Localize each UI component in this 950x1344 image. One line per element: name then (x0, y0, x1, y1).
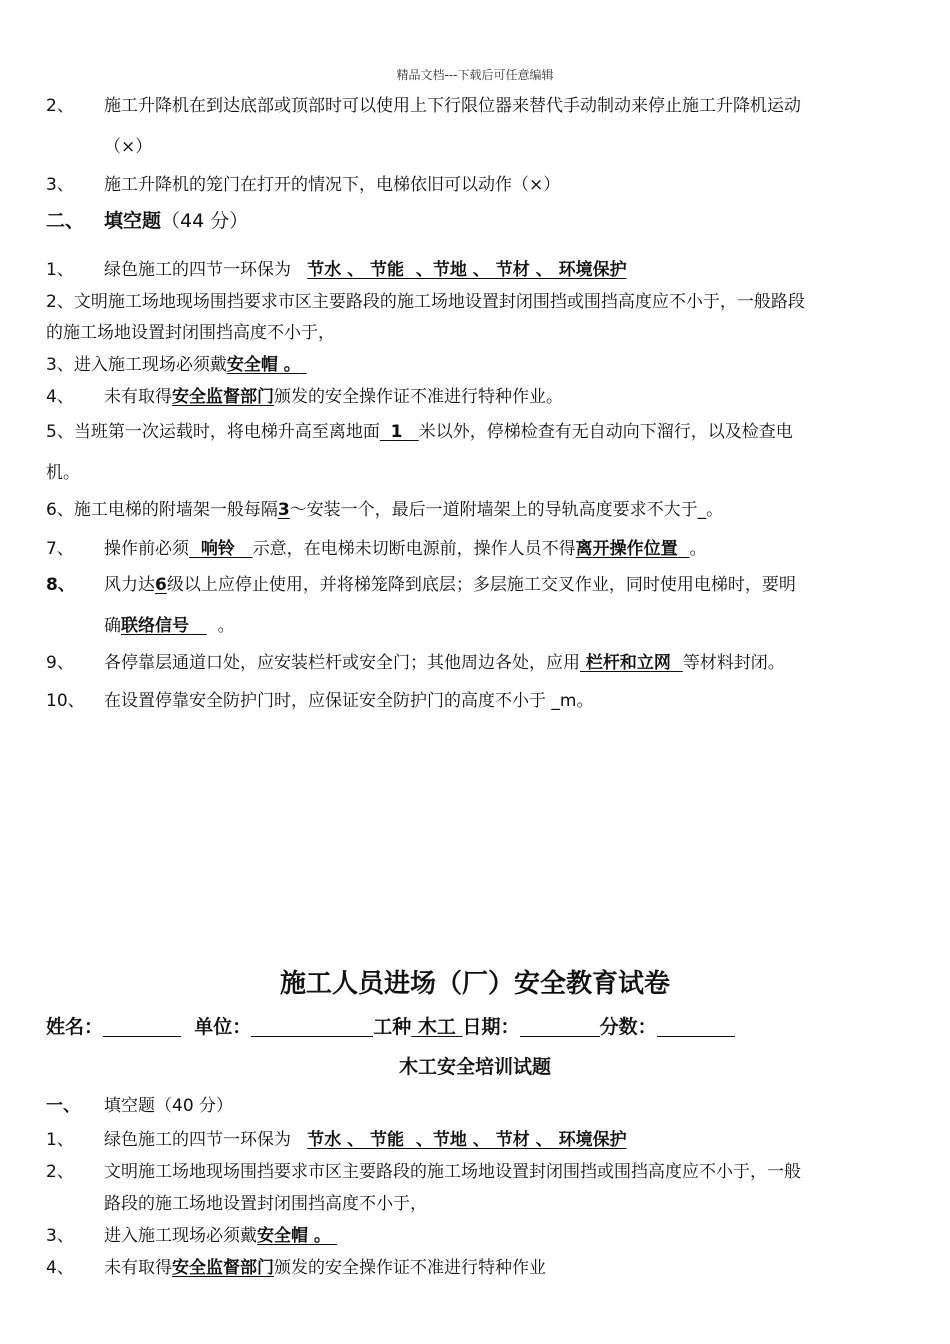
unit-blank (251, 1016, 373, 1037)
date-label: 日期： (462, 1016, 520, 1038)
question-number: 3、 (46, 1226, 74, 1246)
answer-1: 6 (155, 575, 167, 595)
answer-1: 响铃 (200, 539, 235, 559)
question-text: 绿色施工的四节一环保为 (104, 260, 291, 280)
question-body: 操作前必须 响铃 示意，在电梯未切断电源前，操作人员不得离开操作位置 。 (104, 539, 707, 559)
question-number: 2、 (46, 96, 74, 116)
question-number: 1、 (46, 260, 74, 280)
question-number: 8、 (46, 575, 75, 595)
exam-subtitle: 木工安全培训试题 (398, 1056, 551, 1078)
name-blank (103, 1016, 181, 1037)
page-header: 精品文档---下载后可任意编辑 (396, 68, 554, 82)
answer: 安全监督部门 (172, 387, 274, 407)
question-body: 各停靠层通道口处，应安装栏杆或安全门；其他周边各处，应用 栏杆和立网 等材料封闭。 (104, 653, 785, 673)
question-body: 进入施工现场必须戴安全帽 。 (104, 1224, 337, 1248)
answer: 1 (390, 422, 403, 442)
section-title: 填空题（40 分） (104, 1096, 234, 1116)
section-title-wrap (104, 208, 248, 234)
fill-question-8-line2: 确联络信号 。 (104, 616, 235, 636)
question-number: 4、 (46, 1258, 74, 1278)
question-number: 3、 (46, 175, 74, 195)
trade-label: 工种 (373, 1016, 412, 1038)
question-body: 绿色施工的四节一环保为 节水 、 节能 、节地 、 节材 、 环境保护 (104, 1130, 627, 1150)
exam-question-2-line2: 路段的施工场地设置封闭围挡高度不小于， (104, 1194, 427, 1214)
question-body (104, 258, 627, 282)
question-text: 在设置停靠安全防护门时，应保证安全防护门的高度不小于 _m。 (104, 691, 594, 711)
fill-question-5-line2: 机。 (46, 463, 80, 483)
unit-label: 单位： (194, 1016, 252, 1038)
question-body: 未有取得安全监督部门颁发的安全操作证不准进行特种作业。 (104, 387, 563, 407)
date-blank (520, 1016, 600, 1037)
fill-question-6: 6、施工电梯的附墙架一般每隔3～安装一个，最后一道附墙架上的导轨高度要求不大于_。 (46, 500, 724, 520)
section-score: （44 分） (161, 210, 249, 232)
question-number: 1、 (46, 1130, 74, 1150)
question-text: 文明施工场地现场围挡要求市区主要路段的施工场地设置封闭围挡或围挡高度应不小于，一般 (104, 1162, 801, 1182)
question-text: 施工升降机的笼门在打开的情况下，电梯依旧可以动作（×） (104, 175, 561, 195)
question-body: 未有取得安全监督部门颁发的安全操作证不准进行特种作业 (104, 1258, 546, 1278)
answer: 3 (277, 500, 290, 520)
section-title: 填空题 (104, 210, 162, 232)
section-number: 二、 (46, 210, 85, 232)
answer: 安全帽 。 (257, 1226, 331, 1246)
question-text: 3、进入施工现场必须戴 (46, 355, 227, 375)
fill-question-5: 5、当班第一次运载时，将电梯升高至离地面 1 米以外，停梯检查有无自动向下溜行，以及检查电 (46, 422, 793, 442)
question-number: 10、 (46, 691, 85, 711)
score-blank (657, 1016, 735, 1037)
question-number: 2、 (46, 1162, 74, 1182)
section-number: 一、 (46, 1096, 80, 1116)
exam-info-row (46, 1013, 735, 1041)
question-number: 4、 (46, 387, 74, 407)
question-2-answer: （×） (104, 137, 153, 157)
answer-2: 联络信号 (121, 616, 189, 636)
answer: 安全帽 。 (226, 355, 301, 375)
fill-question-2-line2: 的施工场地设置封闭围挡高度不小于， (46, 323, 335, 343)
answer: 安全监督部门 (172, 1258, 274, 1278)
name-label: 姓名： (46, 1016, 104, 1038)
answer: 栏杆和立网 (585, 653, 671, 673)
answer: 节水 、 节能 、节地 、 节材 、 环境保护 (307, 1130, 627, 1150)
score-label: 分数： (599, 1016, 657, 1038)
answer: 节水 、 节能 、节地 、 节材 、 环境保护 (307, 260, 627, 280)
question-number: 9、 (46, 653, 74, 673)
question-text: 施工升降机在到达底部或顶部时可以使用上下行限位器来替代手动制动来停止施工升降机运动 (104, 96, 801, 116)
exam-title: 施工人员进场（厂）安全教育试卷 (279, 969, 670, 999)
fill-question-3 (46, 353, 307, 377)
fill-question-2-line1: 2、文明施工场地现场围挡要求市区主要路段的施工场地设置封闭围挡或围挡高度应不小于，一般路段 (46, 292, 805, 312)
question-body: 风力达6级以上应停止使用，并将梯笼降到底层；多层施工交叉作业，同时使用电梯时，要明 (104, 575, 796, 595)
answer-2: 离开操作位置 (575, 539, 678, 559)
trade-value: 木工 (417, 1016, 456, 1038)
question-number: 7、 (46, 539, 74, 559)
